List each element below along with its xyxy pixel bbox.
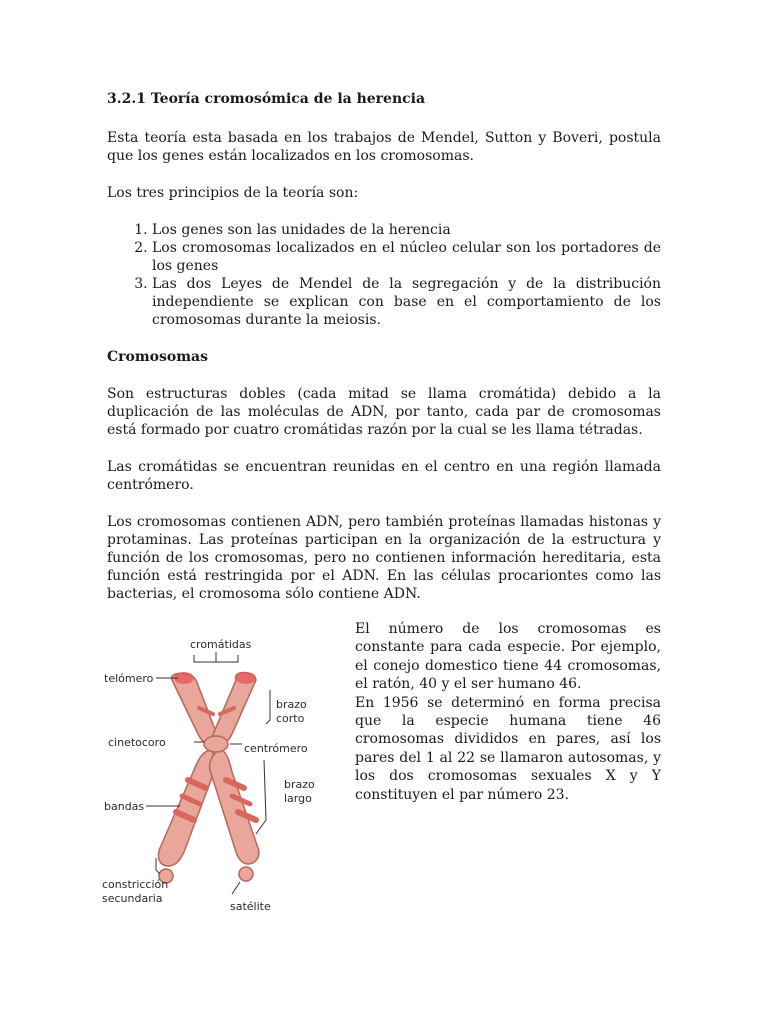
figure-side-text: [355, 620, 661, 804]
chromatid-lower-left: [158, 750, 215, 866]
list-item: 2. Los cromosomas localizados en el núcleo celular son los portadores de los genes: [152, 239, 661, 275]
label-telomero: telómero: [104, 672, 154, 685]
paragraph: Los cromosomas contienen ADN, pero también proteínas llamadas histonas y protaminas. Las proteínas participan en la organización de la estructura y función de los cromosomas, pero no contienen información hereditaria, esta función está restringida por el ADN. En las células procariontes como las bacterias, el cromosoma sólo contiene ADN.: [107, 514, 661, 602]
list-item: 3. Las dos Leyes de Mendel de la segregación y de la distribución independiente se explican con base en el comportamiento de los cromosomas durante la meiosis.: [152, 275, 661, 329]
chromosome-figure: [98, 620, 333, 920]
document-page: [107, 90, 661, 603]
centromere: [204, 736, 228, 752]
paragraph: Las cromátidas se encuentran reunidas en el centro en una región llamada centrómero.: [107, 459, 661, 493]
subheading: Cromosomas: [107, 349, 208, 365]
list-item: 1. Los genes son las unidades de la herencia: [152, 221, 661, 239]
intro-paragraph: Esta teoría esta basada en los trabajos de Mendel, Sutton y Boveri, postula que los genes están localizados en los cromosomas.: [107, 130, 661, 164]
satellite-right: [239, 867, 253, 881]
label-centromero: centrómero: [244, 742, 308, 755]
paragraph: El número de los cromosomas es constante para cada especie. Por ejemplo, el conejo domestico tiene 44 cromosomas, el ratón, 40 y el ser humano 46.: [355, 621, 661, 693]
chromatid-upper-left: [172, 673, 218, 744]
label-satelite: satélite: [230, 900, 271, 913]
principles-intro: Los tres principios de la teoría son:: [107, 185, 359, 201]
label-brazo-corto-2: corto: [276, 712, 305, 725]
telomere-right: [236, 672, 256, 684]
label-constriccion-1: constricción: [102, 878, 169, 891]
label-brazo-corto-1: brazo: [276, 698, 307, 711]
paragraph: En 1956 se determinó en forma precisa que la especie humana tiene 46 cromosomas divididos en pares, así los pares del 1 al 22 se llamaron autosomas, y los dos cromosomas sexuales X y Y constituyen el par número 23.: [355, 694, 661, 803]
chromosome-diagram: [98, 620, 333, 920]
principles-list: [107, 221, 661, 329]
paragraph: Son estructuras dobles (cada mitad se llama cromátida) debido a la duplicación de las moléculas de ADN, por tanto, cada par de cromosomas está formado por cuatro cromátidas razón por la cual se les llama tétradas.: [107, 386, 661, 438]
label-constriccion-2: secundaria: [102, 892, 163, 905]
label-cinetocoro: cinetocoro: [108, 736, 166, 749]
chromatid-lower-right: [210, 750, 259, 864]
label-cromatidas: cromátidas: [190, 638, 252, 651]
label-brazo-largo-1: brazo: [284, 778, 315, 791]
label-bandas: bandas: [104, 800, 145, 813]
section-title: 3.2.1 Teoría cromosómica de la herencia: [107, 91, 426, 107]
label-brazo-largo-2: largo: [284, 792, 312, 805]
